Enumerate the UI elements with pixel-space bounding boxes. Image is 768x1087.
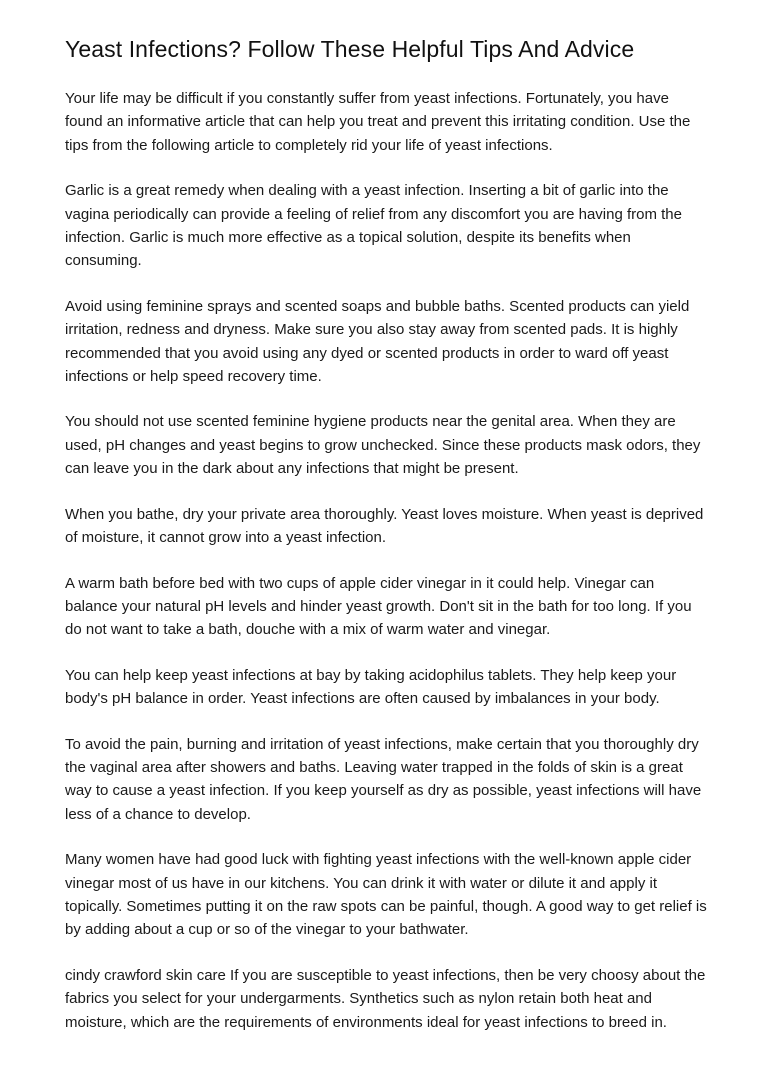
paragraph-avoid-pain: To avoid the pain, burning and irritation of yeast infections, make certain that you thoroughly dry the vaginal area after showers and baths. Leaving water trapped in the folds of skin is a great way to cause a yeast infection. If you keep yourself as dry as possible, yeast infections will have less of a chance to develop. xyxy=(65,735,702,823)
paragraph-intro: Your life may be difficult if you constantly suffer from yeast infections. Fortunately, you have found an informative article that can help you treat and prevent this irritating condition. Use the tips from the following article to completely rid your life of yeast infections. xyxy=(65,90,691,154)
paragraph-apple-cider-vinegar: Many women have had good luck with fighting yeast infections with the well-known apple cider vinegar most of us have in our kitchens. You can drink it with water or dilute it and apply it topically. Sometimes putting it on the raw spots can be painful, though. A good way to get relief is by adding about a cup or so of the vinegar to your bathwater. xyxy=(65,851,707,939)
paragraph-undergarments: cindy crawford skin care If you are susceptible to yeast infections, then be very choosy about the fabrics you select for your undergarments. Synthetics such as nylon retain both heat and moisture, which are the requirements of environments ideal for yeast infections to breed in. xyxy=(65,966,706,1031)
paragraph-hygiene-products: You should not use scented feminine hygiene products near the genital area. When they are used, pH changes and yeast begins to grow unchecked. Since these products mask odors, they can leave you in the dark about any infections that might be present. xyxy=(65,413,701,478)
paragraph-feminine-sprays: Avoid using feminine sprays and scented soaps and bubble baths. Scented products can yield irritation, redness and dryness. Make sure you also stay away from scented pads. It is highly recommended that you avoid using any dyed or scented products in order to ward off yeast infections or help speed recovery time. xyxy=(65,297,690,386)
paragraph-acidophilus: You can help keep yeast infections at bay by taking acidophilus tablets. They help keep your body's pH balance in order. Yeast infections are often caused by imbalances in your body. xyxy=(65,666,677,708)
page-title: Yeast Infections? Follow These Helpful Tips And Advice xyxy=(65,36,635,62)
article-body xyxy=(65,87,710,1034)
paragraph-garlic: Garlic is a great remedy when dealing with a yeast infection. Inserting a bit of garlic into the vagina periodically can provide a feeling of relief from any discomfort you are having from the infection. Garlic is much more effective as a topical solution, despite its benefits when consuming. xyxy=(65,182,682,270)
paragraph-warm-bath: A warm bath before bed with two cups of apple cider vinegar in it could help. Vinegar can balance your natural pH levels and hinder yeast growth. Don't sit in the bath for too long. If you do not want to take a bath, douche with a mix of warm water and vinegar. xyxy=(65,574,692,639)
paragraph-bathe-dry: When you bathe, dry your private area thoroughly. Yeast loves moisture. When yeast is deprived of moisture, it cannot grow into a yeast infection. xyxy=(65,505,704,547)
